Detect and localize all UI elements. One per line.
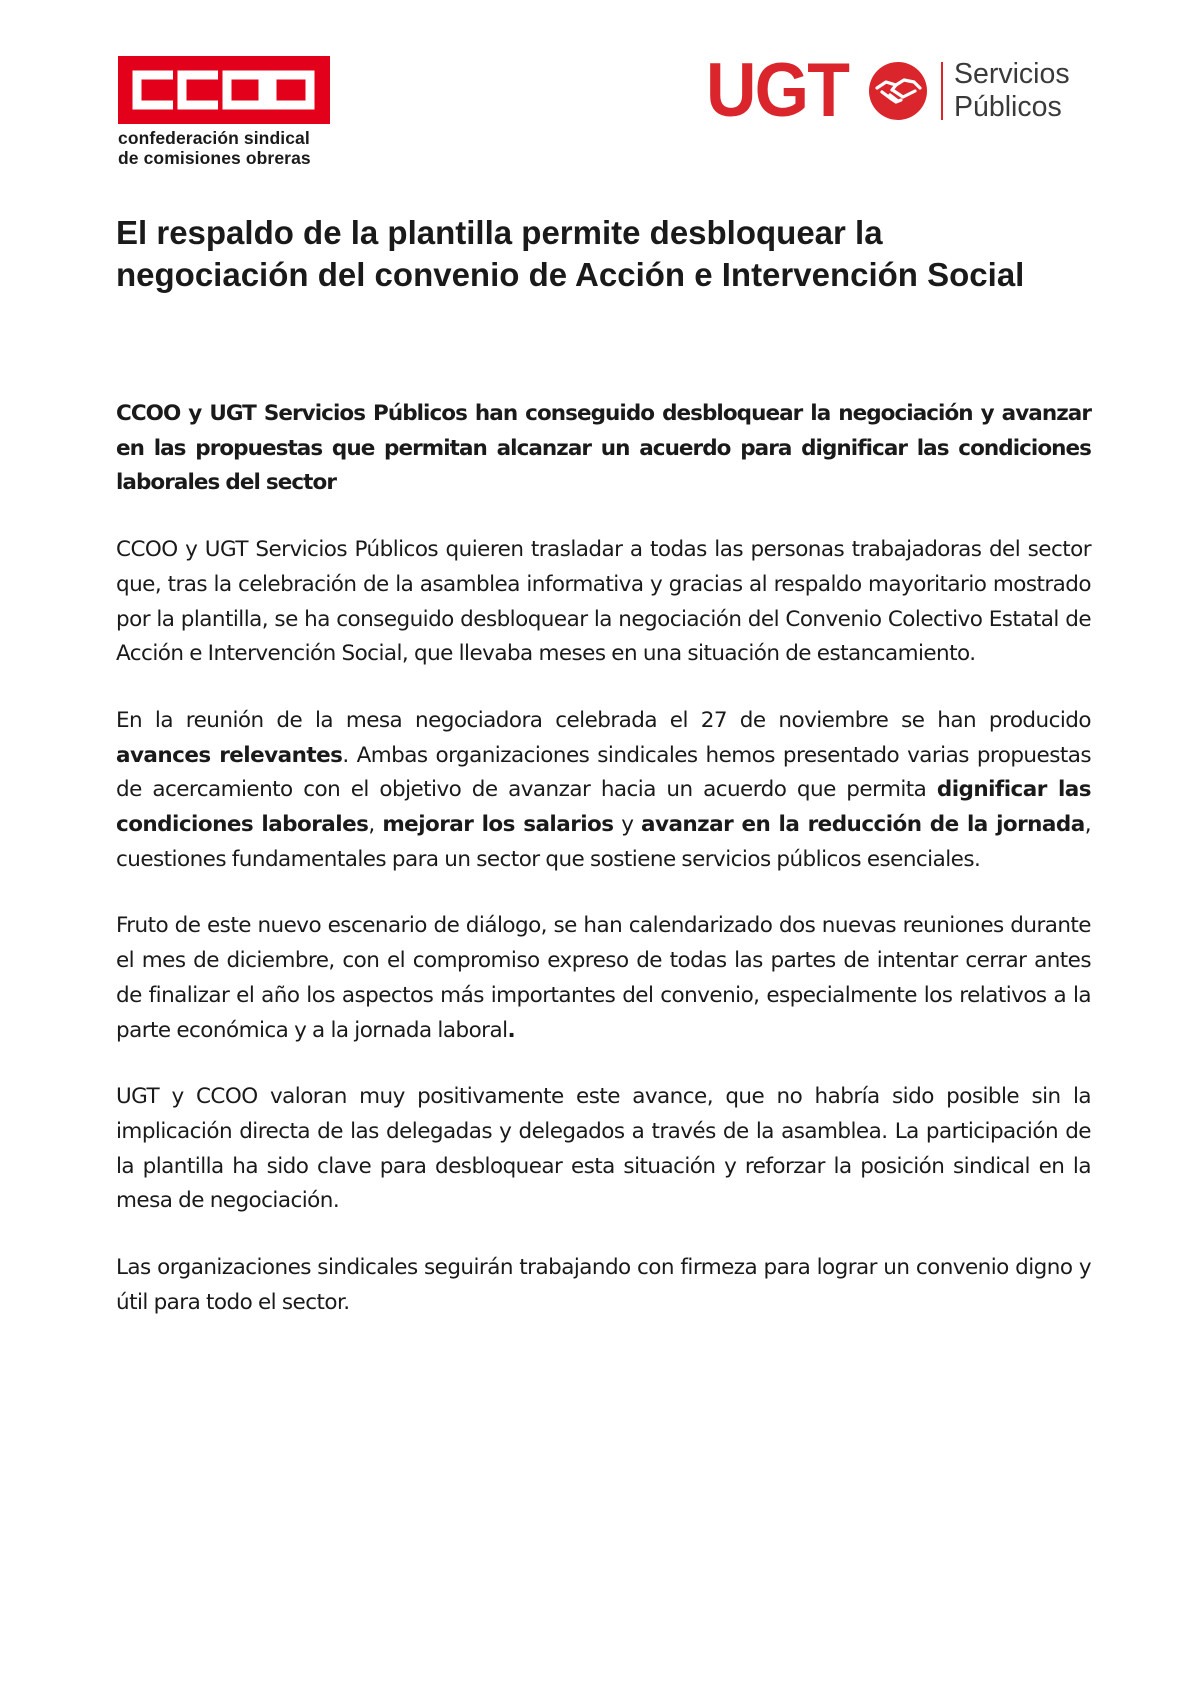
document-title: El respaldo de la plantilla permite desbloquear la negociación del convenio de Acción e Intervención Social bbox=[116, 214, 1025, 293]
ccoo-tagline-line2: de comisiones obreras bbox=[118, 148, 311, 168]
paragraph-1: CCOO y UGT Servicios Públicos quieren trasladar a todas las personas trabajadoras del sector que, tras la celebración de la asamblea informativa y gracias al respaldo mayoritario mostrado por la plantilla, se ha conseguido desbloquear la negociación del Convenio Colectivo Estatal de Acción e Intervención Social, que llevaba meses en una situación de estancamiento. bbox=[116, 537, 1091, 667]
paragraph-2-text-1: En la reunión de la mesa negociadora celebrada el 27 de noviembre se han producido bbox=[116, 707, 1091, 733]
document-body bbox=[116, 397, 1091, 1352]
paragraph-3 bbox=[116, 909, 1091, 1048]
ugt-services-label bbox=[954, 58, 1070, 124]
paragraph-4: UGT y CCOO valoran muy positivamente este avance, que no habría sido posible sin la implicación directa de las delegadas y delegados a través de la asamblea. La participación de la plantilla ha sido clave para desbloquear esta situación y reforzar la posición sindical en la mesa de negociación. bbox=[116, 1084, 1091, 1214]
ccoo-tagline bbox=[118, 128, 330, 168]
handshake-icon bbox=[868, 61, 928, 121]
paragraph-2-text-4: y bbox=[613, 812, 642, 838]
paragraph-3-bold-1: . bbox=[507, 1017, 516, 1043]
ugt-divider bbox=[941, 62, 943, 120]
paragraph-2-text-2: . Ambas organizaciones sindicales hemos presentado varias propuestas de acercamiento con el objetivo de avanzar hacia un acuerdo que permita bbox=[116, 742, 1091, 803]
ccoo-logo-mark bbox=[118, 56, 330, 124]
paragraph-2-bold-1: avances relevantes bbox=[116, 742, 343, 768]
paragraph-5: Las organizaciones sindicales seguirán trabajando con firmeza para lograr un convenio digno y útil para todo el sector. bbox=[116, 1255, 1091, 1315]
paragraph-2-text-3: , bbox=[368, 812, 383, 838]
ccoo-logo bbox=[118, 56, 330, 168]
paragraph-2-bold-3: mejorar los salarios bbox=[382, 812, 614, 838]
ugt-services-line1: Servicios bbox=[954, 58, 1070, 90]
ugt-services-line2: Públicos bbox=[954, 91, 1062, 123]
lead-paragraph: CCOO y UGT Servicios Públicos han conseguido desbloquear la negociación y avanzar en las propuestas que permitan alcanzar un acuerdo para dignificar las condiciones laborales del sector bbox=[116, 401, 1091, 496]
ugt-logo bbox=[706, 48, 1086, 133]
ugt-logo-text: UGT bbox=[706, 48, 849, 133]
ccoo-letters-icon bbox=[118, 56, 330, 124]
paragraph-3-text-1: Fruto de este nuevo escenario de diálogo, se han calendarizado dos nuevas reuniones durante el mes de diciembre, con el compromiso expreso de todas las partes de intentar cerrar antes de finalizar el año los aspectos más importantes del convenio, especialmente los relativos a la parte económica y a la jornada laboral bbox=[116, 913, 1091, 1043]
paragraph-2 bbox=[116, 704, 1091, 878]
paragraph-2-text-5: , cuestiones fundamentales para un sector que sostiene servicios públicos esenciales. bbox=[116, 812, 1091, 872]
paragraph-2-bold-4: avanzar en la reducción de la jornada bbox=[641, 812, 1085, 838]
ccoo-tagline-line1: confederación sindical bbox=[118, 128, 310, 148]
paragraph-2-bold-2: dignificar las condiciones laborales bbox=[116, 777, 1091, 838]
